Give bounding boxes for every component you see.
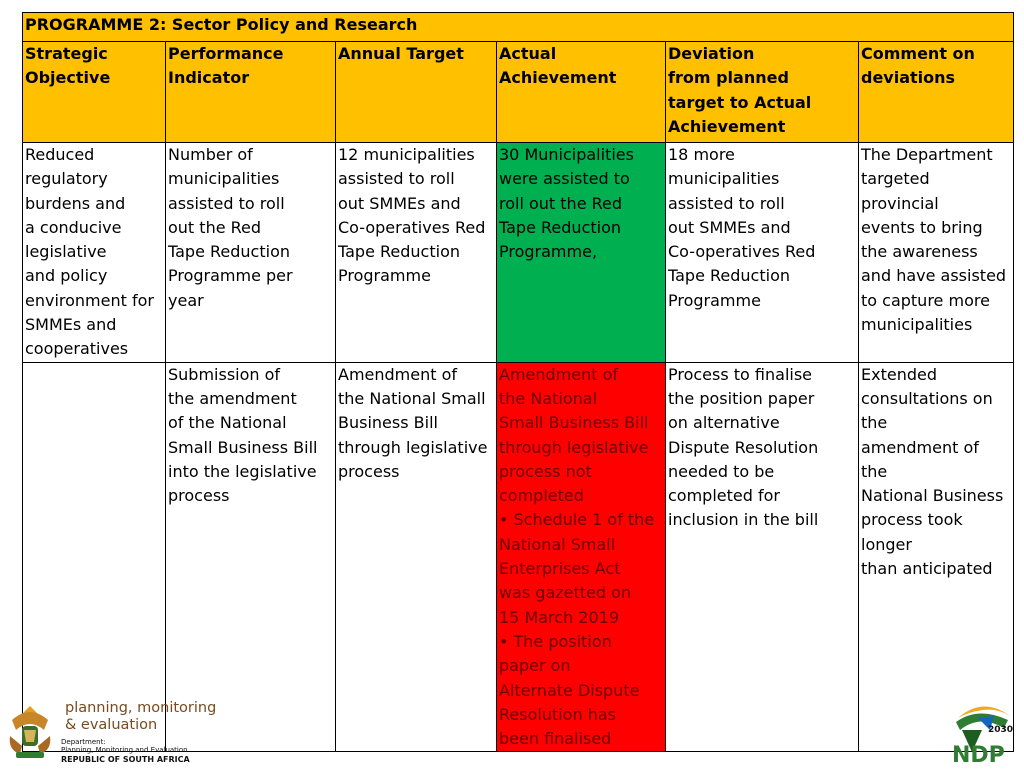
dpme-department: Department: Planning, Monitoring and Evaluation bbox=[61, 738, 188, 754]
table-header-row bbox=[23, 42, 1014, 143]
cell-target: 12 municipalities assisted to roll out SMMEs and Co-operatives Red Tape Reduction Programme bbox=[336, 143, 497, 363]
table-row bbox=[23, 143, 1014, 363]
cell-objective: Reduced regulatory burdens and a conducive legislative and policy environment for SMMEs and cooperatives bbox=[23, 143, 166, 363]
ndp-year: 2030 bbox=[988, 725, 1014, 735]
ndp-logo-icon bbox=[948, 696, 1018, 766]
dpme-logo bbox=[4, 700, 234, 766]
header-strategic-objective: Strategic Objective bbox=[23, 42, 166, 143]
cell-deviation: 18 more municipalities assisted to roll out SMMEs and Co-operatives Red Tape Reduction Programme bbox=[666, 143, 859, 363]
performance-table bbox=[22, 12, 1014, 752]
ndp-acronym: NDP bbox=[952, 743, 1005, 766]
header-comment: Comment on deviations bbox=[859, 42, 1014, 143]
dpme-country: REPUBLIC OF SOUTH AFRICA bbox=[61, 755, 190, 764]
ndp-logo bbox=[948, 696, 1018, 766]
dpme-name: planning, monitoring & evaluation bbox=[65, 700, 217, 733]
programme-title: PROGRAMME 2: Sector Policy and Research bbox=[23, 13, 1014, 42]
cell-target: Amendment of the National Small Business Bill through legislative process bbox=[336, 362, 497, 752]
cell-deviation: Process to finalise the position paper on alternative Dispute Resolution needed to be completed for inclusion in the bill bbox=[666, 362, 859, 752]
cell-objective bbox=[23, 362, 166, 752]
header-deviation: Deviation from planned target to Actual Achievement bbox=[666, 42, 859, 143]
header-actual-achievement: Actual Achievement bbox=[497, 42, 666, 143]
cell-achievement: 30 Municipalities were assisted to roll out the Red Tape Reduction Programme, bbox=[497, 143, 666, 363]
cell-indicator: Number of municipalities assisted to roll out the Red Tape Reduction Programme per year bbox=[166, 143, 336, 363]
header-performance-indicator: Performance Indicator bbox=[166, 42, 336, 143]
cell-comment: The Department targeted provincial events to bring the awareness and have assisted to capture more municipalities bbox=[859, 143, 1014, 363]
cell-achievement: Amendment of the National Small Business Bill through legislative process not completed • Schedule 1 of the National Small Enterprises Act was gazetted on 15 March 2019 • The position paper on Alternate Dispute Resolution has been finalised bbox=[497, 362, 666, 752]
table-row bbox=[23, 362, 1014, 752]
cell-comment: Extended consultations on the amendment of the National Business process took longer than anticipated bbox=[859, 362, 1014, 752]
coat-of-arms-icon bbox=[4, 700, 56, 764]
cell-indicator: Submission of the amendment of the National Small Business Bill into the legislative process bbox=[166, 362, 336, 752]
header-annual-target: Annual Target bbox=[336, 42, 497, 143]
